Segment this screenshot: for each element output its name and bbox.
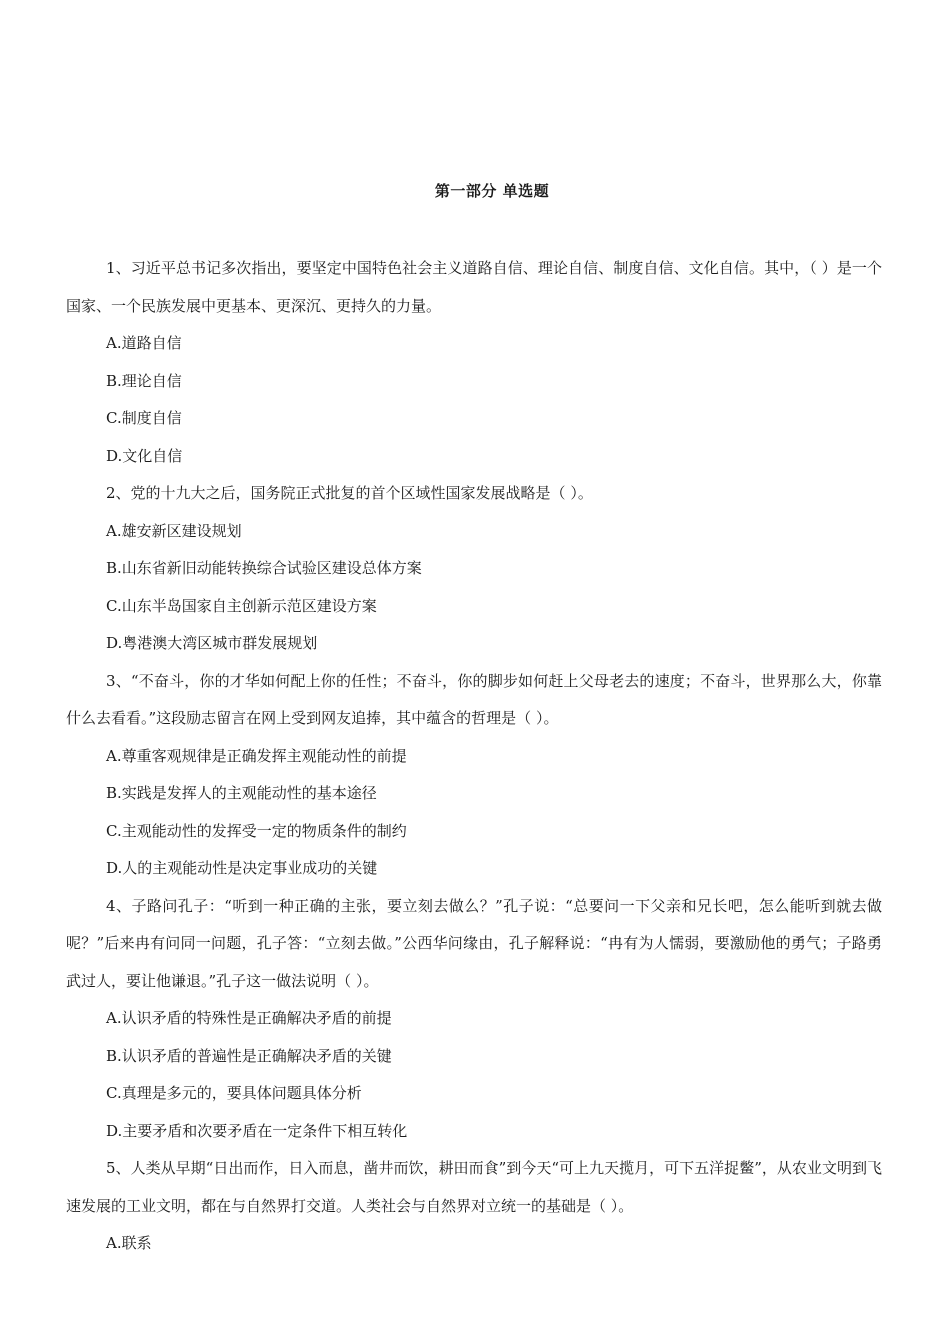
option-a: A.联系	[106, 1234, 152, 1252]
option-b: B.实践是发挥人的主观能动性的基本途径	[106, 784, 377, 802]
question-stem: 3、“不奋斗，你的才华如何配上你的任性；不奋斗，你的脚步如何赶上父母老去的速度；不奋斗，世界那么大，你靠什么去看看。”这段励志留言在网上受到网友追捧，其中蕴含的哲理是（ ）。	[66, 671, 882, 727]
question-2	[66, 475, 882, 663]
option-d: D.人的主观能动性是决定事业成功的关键	[106, 859, 378, 877]
option-c: C.主观能动性的发挥受一定的物质条件的制约	[106, 821, 407, 840]
question-5	[66, 1150, 882, 1263]
question-stem: 4、子路问孔子：“听到一种正确的主张，要立刻去做么？”孔子说：“总要问一下父亲和兄长吧，怎么能听到就去做呢？”后来冉有问同一问题，孔子答：“立刻去做。”公西华问缘由，孔子解释说：“冉有为人懦弱，要激励他的勇气；子路勇武过人，要让他谦退。”孔子这一做法说明（ ）。	[66, 896, 882, 990]
question-1	[66, 250, 882, 475]
option-d: D.文化自信	[106, 446, 183, 465]
option-a: A.认识矛盾的特殊性是正确解决矛盾的前提	[106, 1009, 392, 1027]
option-b: B.山东省新旧动能转换综合试验区建设总体方案	[106, 559, 422, 577]
option-c: C.真理是多元的，要具体问题具体分析	[106, 1084, 362, 1102]
question-list	[66, 250, 882, 1263]
option-c: C.山东半岛国家自主创新示范区建设方案	[106, 596, 377, 615]
option-a: A.尊重客观规律是正确发挥主观能动性的前提	[106, 746, 407, 765]
option-d: D.粤港澳大湾区城市群发展规划	[106, 634, 318, 652]
question-stem: 5、人类从早期“日出而作，日入而息，凿井而饮，耕田而食”到今天“可上九天揽月，可下五洋捉鳖”，从农业文明到飞速发展的工业文明，都在与自然界打交道。人类社会与自然界对立统一的基础是（ ）。	[66, 1159, 882, 1215]
option-a: A.道路自信	[106, 334, 182, 352]
question-3	[66, 663, 882, 888]
option-b: B.理论自信	[106, 371, 182, 390]
question-stem: 2、党的十九大之后，国务院正式批复的首个区域性国家发展战略是（ ）。	[106, 484, 593, 502]
option-b: B.认识矛盾的普遍性是正确解决矛盾的关键	[106, 1046, 392, 1065]
option-c: C.制度自信	[106, 409, 182, 427]
option-a: A.雄安新区建设规划	[106, 521, 242, 540]
option-d: D.主要矛盾和次要矛盾在一定条件下相互转化	[106, 1121, 408, 1140]
question-4	[66, 888, 882, 1151]
question-stem: 1、习近平总书记多次指出，要坚定中国特色社会主义道路自信、理论自信、制度自信、文化自信。其中，（ ）是一个国家、一个民族发展中更基本、更深沉、更持久的力量。	[66, 259, 882, 315]
section-title: 第一部分 单选题	[434, 182, 550, 200]
